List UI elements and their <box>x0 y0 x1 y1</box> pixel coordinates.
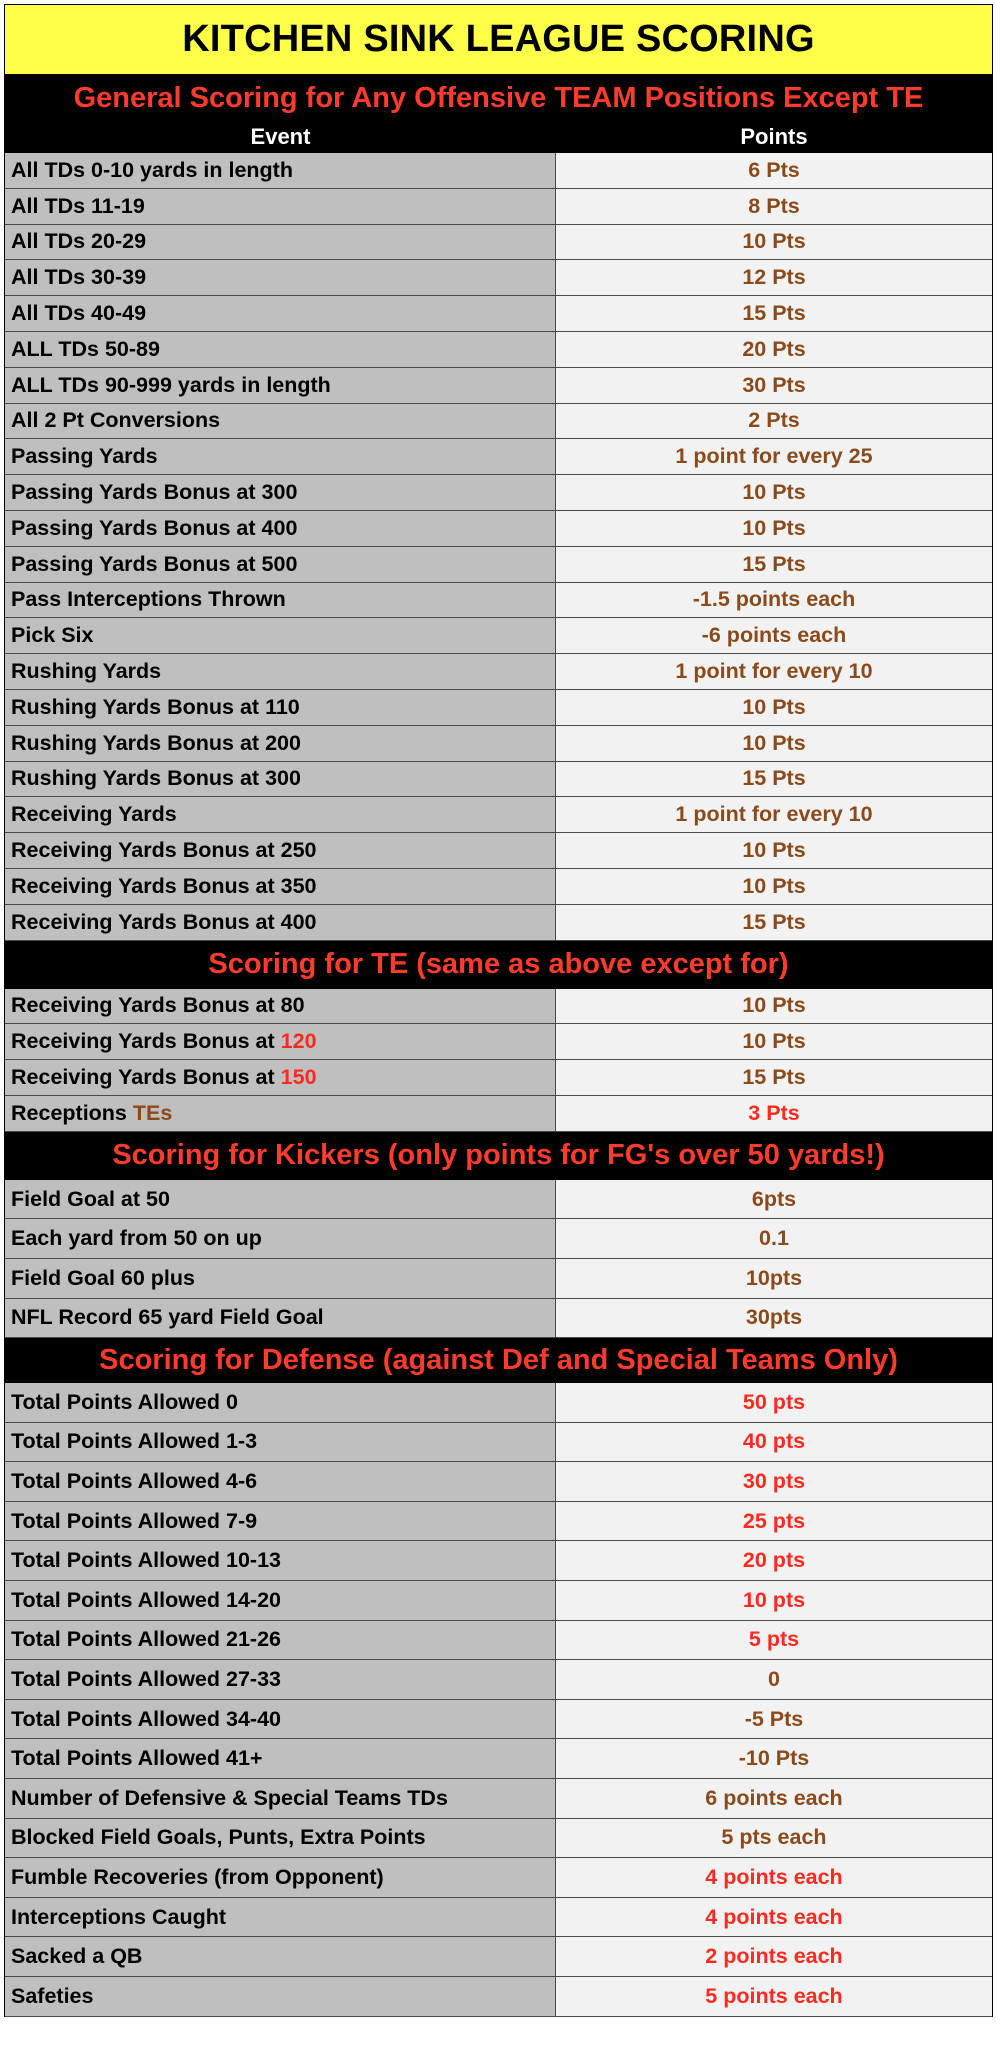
event-label: All TDs 0-10 yards in length <box>11 157 293 182</box>
points-cell: 10 Pts <box>556 869 992 904</box>
points-cell: 10pts <box>556 1259 992 1298</box>
points-cell: 8 Pts <box>556 189 992 224</box>
points-cell: 15 Pts <box>556 762 992 797</box>
table-row <box>5 260 992 296</box>
event-cell <box>5 1541 556 1580</box>
event-label: Interceptions Caught <box>11 1904 227 1929</box>
table-row <box>5 833 992 869</box>
event-cell <box>5 690 556 725</box>
points-cell: 20 pts <box>556 1541 992 1580</box>
event-label: Sacked a QB <box>11 1944 143 1969</box>
points-cell: 6pts <box>556 1180 992 1219</box>
event-label: Passing Yards Bonus at 300 <box>11 480 298 505</box>
table-row <box>5 225 992 261</box>
event-label: Receiving Yards <box>11 802 177 827</box>
event-cell <box>5 1779 556 1818</box>
event-label: Total Points Allowed 1-3 <box>11 1429 258 1454</box>
event-cell <box>5 989 556 1024</box>
table-row <box>5 869 992 905</box>
event-label: Passing Yards Bonus at 400 <box>11 515 298 540</box>
points-cell: 50 pts <box>556 1383 992 1422</box>
table-row <box>5 368 992 404</box>
event-label: Total Points Allowed 27-33 <box>11 1667 281 1692</box>
points-cell: 40 pts <box>556 1423 992 1462</box>
points-cell: 20 Pts <box>556 332 992 367</box>
event-cell <box>5 296 556 331</box>
table-row <box>5 726 992 762</box>
event-label: Number of Defensive & Special Teams TDs <box>11 1785 448 1810</box>
section-heading-te: Scoring for TE (same as above except for) <box>5 941 992 989</box>
event-label: Total Points Allowed 14-20 <box>11 1587 281 1612</box>
event-label: Receiving Yards Bonus at 400 <box>11 909 317 934</box>
event-highlight: 150 <box>280 1065 317 1090</box>
event-cell <box>5 869 556 904</box>
points-cell: 15 Pts <box>556 1060 992 1095</box>
event-cell <box>5 1180 556 1219</box>
event-cell <box>5 1937 556 1976</box>
event-label: Receiving Yards Bonus at 250 <box>11 838 317 863</box>
table-row <box>5 1180 992 1220</box>
event-label: Pass Interceptions Thrown <box>11 587 286 612</box>
section-rows-kickers <box>5 1180 992 1338</box>
table-row <box>5 1898 992 1938</box>
table-row <box>5 1858 992 1898</box>
event-cell <box>5 1024 556 1059</box>
page-title: KITCHEN SINK LEAGUE SCORING <box>5 5 992 76</box>
event-label: Receptions <box>11 1100 133 1125</box>
points-cell: 10 Pts <box>556 833 992 868</box>
event-cell <box>5 404 556 439</box>
points-cell: 15 Pts <box>556 296 992 331</box>
points-cell: 0.1 <box>556 1219 992 1258</box>
points-cell: 10 Pts <box>556 726 992 761</box>
table-row <box>5 1581 992 1621</box>
event-label: All 2 Pt Conversions <box>11 408 221 433</box>
event-cell <box>5 260 556 295</box>
table-row <box>5 1259 992 1299</box>
table-row <box>5 1462 992 1502</box>
table-row <box>5 762 992 798</box>
event-cell <box>5 726 556 761</box>
section-heading-general: General Scoring for Any Offensive TEAM Positions Except TE <box>5 76 992 121</box>
event-cell <box>5 547 556 582</box>
points-cell: 10 Pts <box>556 989 992 1024</box>
event-cell <box>5 905 556 940</box>
event-label: Total Points Allowed 0 <box>11 1389 238 1414</box>
event-label: All TDs 40-49 <box>11 301 147 326</box>
points-cell: 10 Pts <box>556 690 992 725</box>
event-label: Field Goal at 50 <box>11 1186 170 1211</box>
table-row <box>5 1779 992 1819</box>
points-cell: 1 point for every 25 <box>556 439 992 474</box>
event-cell <box>5 1977 556 2016</box>
points-cell: -5 Pts <box>556 1700 992 1739</box>
points-cell: 25 pts <box>556 1502 992 1541</box>
event-cell <box>5 797 556 832</box>
table-row <box>5 1937 992 1977</box>
table-row <box>5 1621 992 1661</box>
table-row <box>5 153 992 189</box>
event-cell <box>5 762 556 797</box>
table-row <box>5 1502 992 1542</box>
event-label: Receiving Yards Bonus at <box>11 1029 281 1054</box>
points-cell: -6 points each <box>556 618 992 653</box>
table-row <box>5 1660 992 1700</box>
table-row <box>5 1024 992 1060</box>
section-rows-te <box>5 989 992 1132</box>
table-row <box>5 1977 992 2017</box>
points-cell: 30 pts <box>556 1462 992 1501</box>
table-row <box>5 189 992 225</box>
points-cell: 1 point for every 10 <box>556 654 992 689</box>
table-row <box>5 1060 992 1096</box>
event-label: Fumble Recoveries (from Opponent) <box>11 1865 384 1890</box>
event-cell <box>5 1096 556 1131</box>
event-cell <box>5 1819 556 1858</box>
table-row <box>5 439 992 475</box>
event-cell <box>5 511 556 546</box>
event-label: ALL TDs 50-89 <box>11 336 160 361</box>
table-row <box>5 1383 992 1423</box>
event-cell <box>5 1700 556 1739</box>
points-cell: 10 Pts <box>556 1024 992 1059</box>
table-row <box>5 1096 992 1132</box>
event-cell <box>5 1383 556 1422</box>
event-label: All TDs 11-19 <box>11 193 145 218</box>
points-cell: -10 Pts <box>556 1739 992 1778</box>
event-label: Total Points Allowed 10-13 <box>11 1548 281 1573</box>
event-label: Rushing Yards <box>11 659 162 684</box>
column-header-event: Event <box>250 124 311 149</box>
section-rows-general <box>5 153 992 941</box>
points-cell: 30 Pts <box>556 368 992 403</box>
event-cell <box>5 225 556 260</box>
event-cell <box>5 618 556 653</box>
event-label: Each yard from 50 on up <box>11 1226 262 1251</box>
event-cell <box>5 475 556 510</box>
points-cell: 4 points each <box>556 1898 992 1937</box>
table-row <box>5 905 992 941</box>
section-heading-kickers: Scoring for Kickers (only points for FG's over 50 yards!) <box>5 1132 992 1180</box>
event-cell <box>5 1660 556 1699</box>
event-label: All TDs 20-29 <box>11 229 147 254</box>
points-cell: 0 <box>556 1660 992 1699</box>
table-row <box>5 547 992 583</box>
event-label: NFL Record 65 yard Field Goal <box>11 1305 324 1330</box>
column-header-points: Points <box>740 124 808 149</box>
event-label: Passing Yards <box>11 444 158 469</box>
event-label: Receiving Yards Bonus at <box>11 1065 281 1090</box>
event-cell <box>5 1259 556 1298</box>
event-cell <box>5 1581 556 1620</box>
points-cell: 5 pts <box>556 1621 992 1660</box>
table-row <box>5 618 992 654</box>
event-cell <box>5 1858 556 1897</box>
event-cell <box>5 1423 556 1462</box>
event-label: Total Points Allowed 4-6 <box>11 1469 258 1494</box>
table-row <box>5 989 992 1025</box>
points-cell: 4 points each <box>556 1858 992 1897</box>
event-highlight: TEs <box>132 1100 173 1125</box>
points-cell: 10 Pts <box>556 511 992 546</box>
event-label: ALL TDs 90-999 yards in length <box>11 372 331 397</box>
points-cell: 6 points each <box>556 1779 992 1818</box>
event-cell <box>5 833 556 868</box>
event-cell <box>5 153 556 188</box>
event-cell <box>5 654 556 689</box>
event-cell <box>5 1739 556 1778</box>
table-row <box>5 404 992 440</box>
event-label: All TDs 30-39 <box>11 265 147 290</box>
event-label: Blocked Field Goals, Punts, Extra Points <box>11 1825 426 1850</box>
event-label: Safeties <box>11 1983 94 2008</box>
points-cell: 10 pts <box>556 1581 992 1620</box>
points-cell: 10 Pts <box>556 225 992 260</box>
event-label: Total Points Allowed 21-26 <box>11 1627 281 1652</box>
table-row <box>5 583 992 619</box>
table-row <box>5 1700 992 1740</box>
table-row <box>5 1819 992 1859</box>
points-cell: 1 point for every 10 <box>556 797 992 832</box>
event-label: Pick Six <box>11 623 94 648</box>
section-heading-defense: Scoring for Defense (against Def and Special Teams Only) <box>5 1338 992 1383</box>
points-cell: 30pts <box>556 1299 992 1338</box>
table-row <box>5 1219 992 1259</box>
table-row <box>5 690 992 726</box>
table-row <box>5 511 992 547</box>
event-cell <box>5 1219 556 1258</box>
points-cell: 5 pts each <box>556 1819 992 1858</box>
event-label: Total Points Allowed 34-40 <box>11 1706 281 1731</box>
points-cell: 15 Pts <box>556 905 992 940</box>
event-label: Total Points Allowed 7-9 <box>11 1508 258 1533</box>
table-row <box>5 654 992 690</box>
event-label: Receiving Yards Bonus at 350 <box>11 873 317 898</box>
event-label: Field Goal 60 plus <box>11 1265 195 1290</box>
event-cell <box>5 1462 556 1501</box>
event-cell <box>5 1898 556 1937</box>
section-rows-defense <box>5 1383 992 2017</box>
event-cell <box>5 1502 556 1541</box>
event-label: Total Points Allowed 41+ <box>11 1746 263 1771</box>
event-cell <box>5 583 556 618</box>
event-cell <box>5 189 556 224</box>
event-label: Receiving Yards Bonus at 80 <box>11 993 305 1018</box>
points-cell: 15 Pts <box>556 547 992 582</box>
points-cell: 3 Pts <box>556 1096 992 1131</box>
table-row <box>5 1541 992 1581</box>
table-row <box>5 296 992 332</box>
table-row <box>5 1739 992 1779</box>
event-label: Rushing Yards Bonus at 300 <box>11 766 301 791</box>
event-cell <box>5 439 556 474</box>
table-row <box>5 1299 992 1339</box>
event-cell <box>5 1060 556 1095</box>
event-cell <box>5 368 556 403</box>
points-cell: 2 points each <box>556 1937 992 1976</box>
points-cell: 6 Pts <box>556 153 992 188</box>
event-highlight: 120 <box>280 1029 317 1054</box>
column-header-row <box>5 121 992 153</box>
table-row <box>5 475 992 511</box>
table-row <box>5 1423 992 1463</box>
event-cell <box>5 332 556 367</box>
points-cell: -1.5 points each <box>556 583 992 618</box>
points-cell: 12 Pts <box>556 260 992 295</box>
table-row <box>5 797 992 833</box>
table-row <box>5 332 992 368</box>
points-cell: 2 Pts <box>556 404 992 439</box>
points-cell: 5 points each <box>556 1977 992 2016</box>
event-cell <box>5 1299 556 1338</box>
event-label: Rushing Yards Bonus at 200 <box>11 730 301 755</box>
event-label: Rushing Yards Bonus at 110 <box>11 694 300 719</box>
scoring-table <box>4 4 993 2017</box>
event-label: Passing Yards Bonus at 500 <box>11 551 298 576</box>
event-cell <box>5 1621 556 1660</box>
points-cell: 10 Pts <box>556 475 992 510</box>
